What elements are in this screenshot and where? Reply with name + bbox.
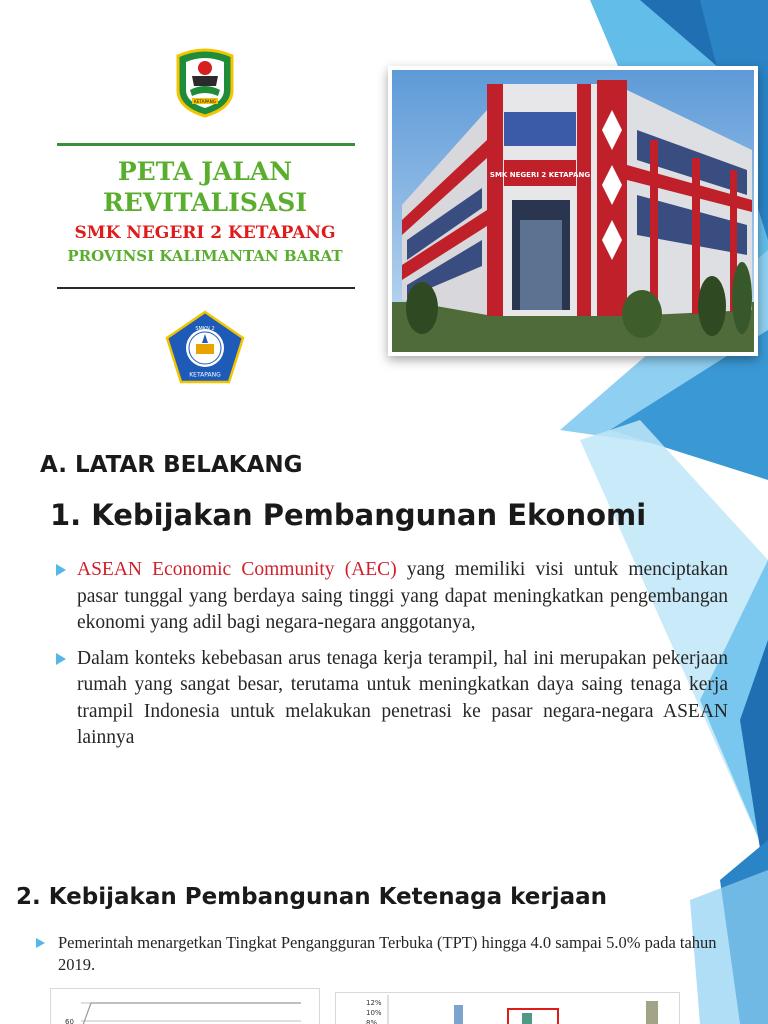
section-a-heading: A. LATAR BELAKANG — [40, 452, 303, 478]
chart-left-cropped — [50, 988, 320, 1024]
school-crest-icon — [165, 310, 245, 384]
bullet-arrow-icon — [36, 938, 45, 948]
aec-highlight: ASEAN Economic Community (AEC) — [77, 559, 397, 580]
section-1-heading: 1. Kebijakan Pembangunan Ekonomi — [50, 498, 647, 532]
left-chart-tick: 60 — [65, 1018, 74, 1024]
list-item — [36, 932, 736, 976]
chart-bar — [454, 1005, 463, 1024]
header-rule-top — [57, 143, 355, 146]
regency-crest-text: KETAPANG — [194, 99, 216, 104]
title-block — [26, 156, 384, 266]
bullet-arrow-icon — [56, 653, 66, 665]
school-crest-top-text: SMKN 2 — [195, 326, 215, 332]
right-chart-tick: 10% — [366, 1009, 382, 1017]
school-building-image — [392, 70, 754, 352]
province-name: PROVINSI KALIMANTAN BARAT — [67, 247, 343, 265]
building-sign: SMK NEGERI 2 KETAPANG — [489, 171, 591, 179]
right-chart-tick: 8% — [366, 1019, 378, 1024]
chart-bar — [646, 1001, 658, 1024]
chart-right-cropped — [335, 992, 680, 1024]
chart-bar — [522, 1013, 532, 1024]
section-1-bullets — [56, 557, 728, 761]
section-2-bullets — [36, 932, 736, 976]
bullet-text: Dalam konteks kebebasan arus tenaga kerja terampil, hal ini merupakan pekerjaan rumah yang sangat besar, terutama untuk meningkatkan daya saing tenaga kerja trampil Indonesia untuk melakukan penetrasi ke pasar negara-negara ASEAN lainnya — [77, 647, 728, 748]
bullet-text: yang memiliki visi untuk menciptakan pasar tunggal yang berdaya saing tinggi yang dapat meningkatkan pengembangan ekonomi yang adil bagi negara-negara anggotanya, — [77, 559, 728, 633]
school-crest-bottom-text: KETAPANG — [189, 371, 221, 379]
school-name: SMK NEGERI 2 KETAPANG — [74, 223, 336, 243]
list-item — [56, 557, 728, 637]
regency-crest-icon — [170, 46, 240, 118]
header-rule-bottom — [57, 287, 355, 289]
school-building-photo — [388, 66, 758, 356]
section-2-heading: 2. Kebijakan Pembangunan Ketenaga kerjaan — [16, 884, 608, 910]
title-line-1: PETA JALAN — [117, 157, 293, 186]
bullet-text: Pemerintah menargetkan Tingkat Pengangguran Terbuka (TPT) hingga 4.0 sampai 5.0% pada tahun 2019. — [58, 933, 717, 974]
title-line-2: REVITALISASI — [102, 188, 308, 217]
list-item — [56, 646, 728, 752]
bullet-arrow-icon — [56, 564, 66, 576]
chart-highlight-box — [508, 1009, 558, 1024]
right-chart-tick: 12% — [366, 999, 382, 1007]
